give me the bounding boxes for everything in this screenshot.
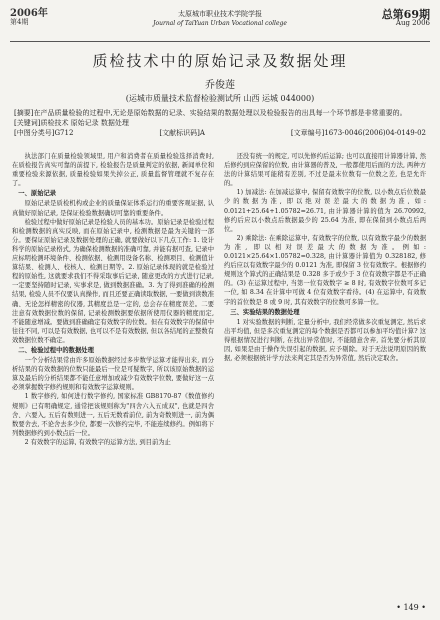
author-affiliation: (运城市质量技术监督检验测试所 山西 运城 044000) bbox=[125, 94, 315, 103]
section-heading: 三、实验结果的数据处理 bbox=[230, 308, 300, 316]
running-header bbox=[10, 8, 430, 42]
issue-date: Aug 2006 bbox=[395, 19, 430, 27]
paragraph: 检验过程中做好原始记录是检验人员的基本功。原始记录是检验过程和检测数据的真实反映, 而在原始记录中, 检测数据是最为关键的一部分。要保证原始记录及数据处理的正确, 就要做好以下几点工作: 1. 设计科学的原始记录格式, 为确保检测数据的准确可靠, 并能有据可查, 记录中应标明检测环境条件、检测依据、检测用设备名称、检测项目、检测值计算结果、检测人、校核人、检测日期等。2. 原始记录体现的就是检验过程的原始性, 这就要求我们不得采取事后记录, 随意更改的方式进行记录, 一定要坚持随时记录, 实事求是, 做到数据准确。3. 为了得到准确的检测结果, 检验人员不仅要认真操作, 而且还要正确读取数据, 一要做到读数准确、无论怎样精密的仪器, 其精度总是一定的, 总会存在精度误差。二要注意有效数据位数的保留, 记录检测数据要依据所使用仪器的精度而定, 不能随意增减。要做到准确确定有效数字的位数。但在有效数字的保留中往往不同, 可以是有效数据, 也可以不是有效数据, 但以各结尾的正整数有效数据位数不确定。 bbox=[12, 218, 214, 344]
body-column-right bbox=[224, 152, 426, 363]
paragraph: 2 有效数字的运算, 有效数字的运算方法, 到目前为止 bbox=[24, 438, 171, 446]
paragraph: 1 对实验数据的判断, 定量分析中, 我们经常做多次重复测定, 然后求出平均值, 但是多次重复测定的每个数据是否都可以参加平均值计算? 这得根据情况进行判断, 在找出异常值时, 不能随意舍弃, 首先要分析其原因, 如果是由于操作失误引起的数据, 应予剔除。对于无法说明原因的数据, 必须根据统计学方法来判定其是否为异常值, 然后决定取舍。 bbox=[224, 318, 426, 363]
paragraph: 1) 加减法: 在加减运算中, 保留有效数字的位数, 以小数点后位数最少的数据为准, 即以绝对误差最大的数据为准, 如: 0.0121+25.64+1.05782=26.71, 由计算器计算的值为 26.70992, 修约后应以小数点后数据最少的 25.64 为准, 即在保留到小数点后两位。 bbox=[224, 189, 426, 233]
section-heading: 一、原始记录 bbox=[18, 190, 57, 198]
paragraph: 2) 乘除法: 在乘除运算中, 有效数字的位数, 以有效数字最少的数据为准, 即以相对误差最大的数据为准。例如: 0.0121×25.64×1.05782=0.328, 由计算器计算值为 0.328182, 修约后应以有效数字最少的 0.0121 为准, 即保留 3 位有效数字。根据修约规则这个算式的正确结果是 0.328 多于或少于 3 位有效数字都是不正确的。(3) 在运算过程中, 当第一位有效数字 ≥ 8 时, 有效数字位数可多记一位, 如 8.34 在计算中可做 4 位有效数字看待。(4) 在运算中, 有效数字的首位数是 8 或 9 时, 其有效数字的位数可多算一位。 bbox=[224, 234, 426, 306]
paragraph: 原始记录是质检机构或企业的质量保证体系运行的重要客观证据, 认真做好原始记录, 是保证检验数据确切可靠的重要条件。 bbox=[12, 200, 214, 217]
body-column-left bbox=[12, 152, 214, 447]
volume-number: 总第69期 bbox=[381, 8, 430, 21]
journal-name-cn: 太原城市职业技术学院学报 bbox=[178, 10, 262, 18]
header-issue bbox=[10, 10, 70, 26]
abstract-text: [摘要]在产品质量检验的过程中,无论是原始数据的记录、实验结果的数据处理以及检验报告的出具每一个环节都是非常重要的。 bbox=[14, 109, 407, 117]
header-volume bbox=[382, 10, 430, 28]
paper-title: 质检技术中的原始记录及数据处理 bbox=[92, 52, 348, 70]
header-journal bbox=[130, 10, 310, 28]
article-number: [文章编号]1673-0046(2006)04-0149-02 bbox=[290, 129, 426, 137]
header-issue-number: 第4期 bbox=[10, 18, 29, 26]
section-heading: 二、检验过程中的数据处理 bbox=[18, 346, 94, 354]
header-year: 2006年 bbox=[10, 8, 48, 19]
keywords: [关键词]质检技术 原始记录 数据处理 bbox=[14, 119, 129, 127]
journal-name-en: Journal of TaiYuan Urban Vocational college bbox=[153, 20, 287, 27]
classification-row bbox=[14, 128, 426, 138]
paragraph: 还没有统一的规定, 可以先修约后运算; 也可以直接用计算器计算, 然后修约到应保留的位数, 由计算器的普及, 一般都使用后面的方法, 两种方法的计算结果可能稍有差别, 不过是最末位数有一位数之差, 也是允许的。 bbox=[224, 153, 426, 188]
paragraph: 一个分析结果常由许多原始数据经过多步数学运算才能得出来, 而分析结果的有效数据的位数只能最后一位是可疑数字, 所以该原始数据的运算及最后的分析结果都不能任意增加或减少有效数字位数, 要做好这一点必须掌握数字修约规则和有效数字运算规则。 bbox=[12, 357, 214, 392]
abstract-block bbox=[14, 108, 426, 138]
document-code: [文献标识码]A bbox=[159, 129, 205, 137]
author-name: 乔俊莲 bbox=[205, 80, 235, 91]
page-number: • 149 • bbox=[396, 603, 426, 612]
clc-number: [中图分类号]G712 bbox=[14, 129, 74, 137]
paragraph: 执法部门在质量检验领域里, 用户和消费者在质量检验选择消费时, 在质检报告真实可靠的前提下, 检验报告是质量判定的依据, 新闻单位和重要检验来源依据, 质量检验如果失掉公正, 质量监督管理就不复存在了。 bbox=[12, 153, 214, 188]
paragraph: 1 数字修约, 如何进行数字修约, 国家标准 GB8170-87《数值修约规则》已有明确规定, 通常把该规则称为"四舍六入五成双", 也就是四舍舍、六要入, 五后有数则进一, 五后无数看前位, 前为奇数则进一, 前为偶数要舍去, 不论舍去多少位, 都要一次修约完毕, 不能连续修约。例如将下列数据修约到小数点后一位。 bbox=[12, 393, 214, 437]
